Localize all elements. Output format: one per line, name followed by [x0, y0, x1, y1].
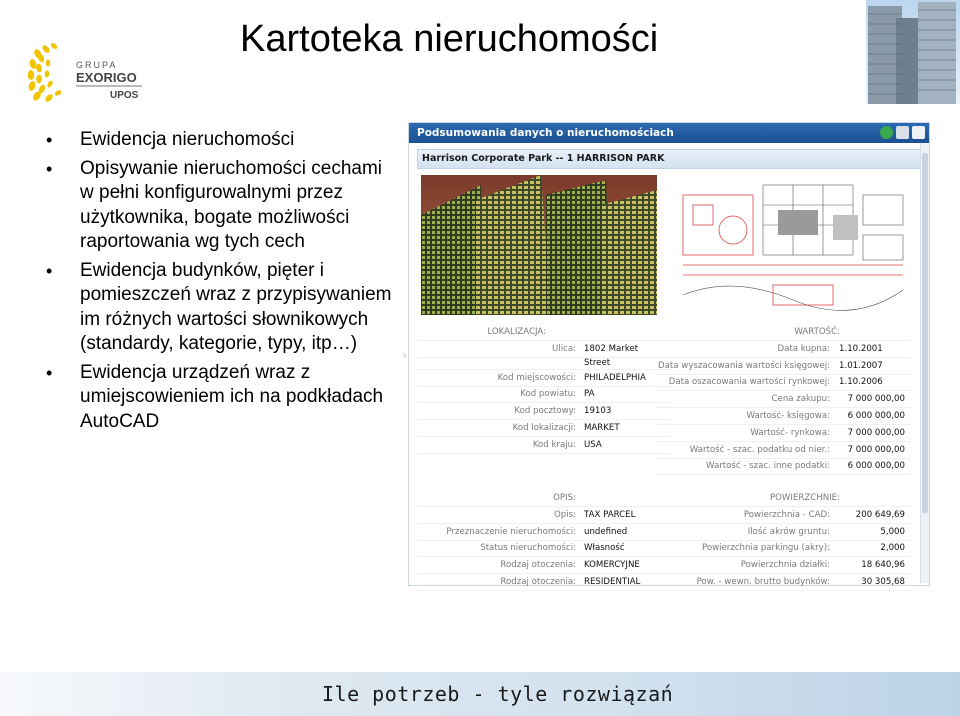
field-value: 5,000 — [880, 526, 905, 537]
field-value: 7 000 000,00 — [847, 444, 905, 455]
field-label: Wartość- księgowa: — [746, 411, 830, 422]
section-title: WARTOŚĆ: — [794, 327, 840, 337]
field-value: MARKET — [584, 423, 620, 434]
property-summary-panel — [408, 122, 930, 586]
section-title: POWIERZCHNIE: — [769, 493, 840, 503]
field-value: 19103 — [584, 406, 612, 417]
field-label: Kod lokalizacji: — [512, 423, 576, 434]
field-value: USA — [584, 439, 602, 450]
scrollbar-thumb[interactable] — [922, 153, 928, 513]
panel-scrollbar[interactable] — [920, 143, 929, 583]
list-item: • Opisywanie nieruchomości cechami w pełni konfigurowalnymi przez użytkownika, bogate możliwości raportowania wg tych cech — [40, 157, 400, 255]
print-icon[interactable] — [896, 126, 909, 139]
field-value: Własność — [584, 543, 625, 554]
field-label: Ulica: — [552, 343, 576, 354]
field-value: 1.10.2001 — [839, 343, 883, 354]
field-label: Kod pocztowy: — [514, 406, 576, 417]
document-icon[interactable] — [912, 126, 925, 139]
panel-title: Podsumowania danych o nieruchomościach — [417, 127, 674, 139]
field-label: Powierzchnia - CAD: — [743, 509, 830, 520]
field-value: 7 000 000,00 — [847, 394, 905, 405]
field-label: Ilość akrów gruntu: — [747, 526, 830, 537]
logo-sub-text: UPOS — [110, 90, 139, 101]
description-section — [417, 491, 671, 591]
field-value: 6 000 000,00 — [847, 461, 905, 472]
field-value: 6 000 000,00 — [847, 411, 905, 422]
field-value: 18 640,96 — [861, 560, 905, 571]
list-item: • Ewidencja nieruchomości — [40, 128, 400, 153]
field-label: Wartość - szac. podatku od nier.: — [689, 444, 830, 455]
page-title: Kartoteka nieruchomości — [240, 18, 659, 60]
field-label: Wartość- rynkowa: — [750, 427, 830, 438]
value-section — [655, 325, 911, 475]
field-label: Rodzaj otoczenia: — [500, 560, 576, 571]
feature-list — [40, 128, 400, 438]
field-value: RESIDENTIAL — [584, 577, 641, 588]
field-value: PHILADELPHIA — [584, 372, 646, 383]
section-title: OPIS: — [553, 493, 576, 503]
add-icon[interactable] — [880, 126, 893, 139]
building-photo-corner — [866, 0, 960, 104]
field-value: 7 000 000,00 — [847, 427, 905, 438]
property-name: Harrison Corporate Park -- 1 HARRISON PARK — [417, 149, 921, 169]
field-label: Powierzchnia parkingu (akry): — [701, 543, 830, 554]
field-value: 30 305,68 — [861, 577, 905, 588]
field-label: Kod miejscowości: — [497, 372, 576, 383]
panel-header — [409, 123, 929, 143]
field-label: Powierzchnia działki: — [740, 560, 830, 571]
list-item: • Ewidencja budynków, pięter i pomieszczeń wraz z przypisywaniem im różnych wartości słownikowych (standardy, kategorie, typy, itp…) — [40, 259, 400, 357]
logo-brand-text: EXORIGO — [76, 70, 137, 85]
panel-resize-handle[interactable]: › — [403, 350, 407, 361]
footer-tagline: Ile potrzeb - tyle rozwiązań — [322, 682, 674, 706]
field-label: Cena zakupu: — [771, 394, 830, 405]
field-value: undefined — [584, 526, 628, 537]
company-logo — [20, 18, 170, 118]
field-label: Data oszacowania wartości rynkowej: — [668, 377, 830, 388]
field-label: Wartość - szac. inne podatki: — [706, 461, 830, 472]
field-value: 1.01.2007 — [839, 360, 883, 371]
field-label: Status nieruchomości: — [480, 543, 576, 554]
section-title: LOKALIZACJA: — [487, 327, 546, 337]
field-value: 2,000 — [880, 543, 905, 554]
field-value: Street — [584, 358, 611, 369]
logo-group-text: GRUPA — [76, 60, 118, 70]
field-label: Przeznaczenie nieruchomości: — [446, 526, 576, 537]
field-value: KOMERCYJNE — [584, 560, 640, 571]
cad-site-plan — [673, 175, 911, 315]
field-label: Data kupna: — [777, 343, 830, 354]
field-value: 1.10.2006 — [839, 377, 883, 388]
building-photo — [421, 175, 657, 315]
field-value: 1802 Market — [584, 343, 639, 354]
field-value: 200 649,69 — [855, 509, 905, 520]
field-value: PA — [584, 389, 595, 400]
field-label: Opis: — [554, 509, 576, 520]
field-label: Kod kraju: — [532, 439, 576, 450]
field-label: Pow. - wewn. brutto budynków: — [696, 577, 830, 588]
field-value: TAX PARCEL — [584, 509, 636, 520]
field-label: Rodzaj otoczenia: — [500, 577, 576, 588]
list-item: • Ewidencja urządzeń wraz z umiejscowieniem ich na podkładach AutoCAD — [40, 361, 400, 435]
field-label: Data wyszacowania wartości księgowej: — [658, 360, 830, 371]
area-section — [655, 491, 911, 591]
field-label: Kod powiatu: — [520, 389, 576, 400]
location-section — [417, 325, 671, 454]
